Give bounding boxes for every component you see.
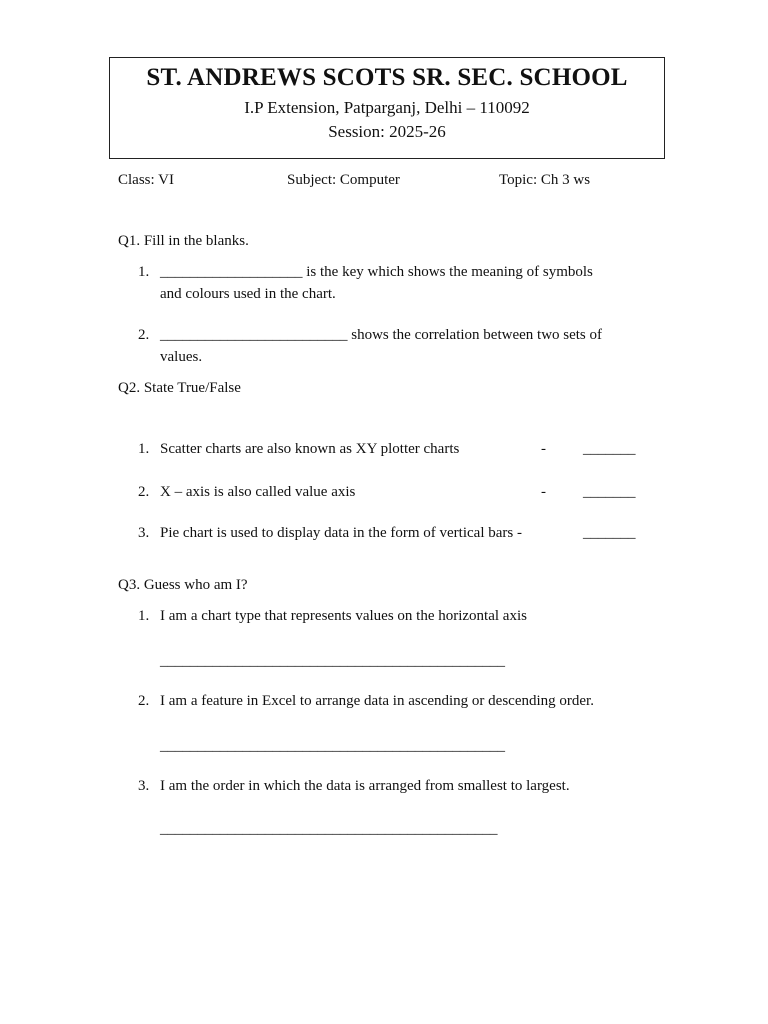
q2-item-3-answer-blank[interactable]: _______ [583,525,636,541]
q2-item-2-dash: - [541,484,546,500]
q1-title: Q1. Fill in the blanks. [118,233,249,249]
class-label: Class: VI [118,172,174,188]
school-address: I.P Extension, Patparganj, Delhi – 110092 [244,98,530,117]
q1-item-2-number: 2. [138,327,150,343]
subject-label: Subject: Computer [287,172,400,188]
q2-item-2-text: X – axis is also called value axis [160,484,356,500]
q1-item-2-line2: values. [160,349,203,365]
q1-item-1-line2: and colours used in the chart. [160,286,336,302]
session-label: Session: 2025-26 [328,122,446,141]
q1-item-1-number: 1. [138,264,150,280]
q3-item-2-answer-line[interactable]: ______________________________________________ [160,738,505,754]
q3-item-3-text: I am the order in which the data is arranged from smallest to largest. [160,778,570,794]
school-name: ST. ANDREWS SCOTS SR. SEC. SCHOOL [146,64,628,91]
q1-item-1-line1: ___________________ is the key which shows the meaning of symbols [160,264,593,280]
q2-title: Q2. State True/False [118,380,241,396]
q3-item-2-number: 2. [138,693,150,709]
q2-item-1-answer-blank[interactable]: _______ [583,441,636,457]
q2-item-1-dash: - [541,441,546,457]
topic-label: Topic: Ch 3 ws [499,172,591,188]
q3-item-3-answer-line[interactable]: _____________________________________________ [160,821,498,837]
q3-item-1-answer-line[interactable]: ______________________________________________ [160,653,505,669]
q3-item-1-text: I am a chart type that represents values on the horizontal axis [160,608,527,624]
q3-title: Q3. Guess who am I? [118,577,248,593]
q1-item-2-line1: _________________________ shows the correlation between two sets of [160,327,603,343]
school-header-box [109,57,665,159]
q2-item-2-number: 2. [138,484,150,500]
q3-item-1-number: 1. [138,608,150,624]
q2-item-2-answer-blank[interactable]: _______ [583,484,636,500]
q2-item-3-text: Pie chart is used to display data in the form of vertical bars - [160,525,522,541]
q2-item-3-number: 3. [138,525,150,541]
q2-item-1-number: 1. [138,441,150,457]
q2-item-1-text: Scatter charts are also known as XY plotter charts [160,441,460,457]
q3-item-3-number: 3. [138,778,150,794]
q3-item-2-text: I am a feature in Excel to arrange data in ascending or descending order. [160,693,594,709]
